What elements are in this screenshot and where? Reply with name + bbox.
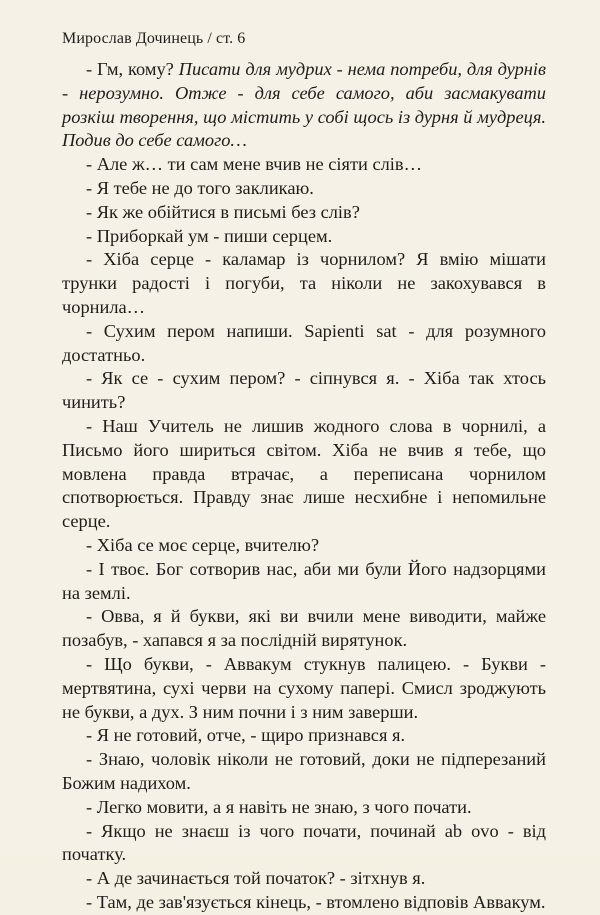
paragraph-text: - Гм, кому? [86, 59, 179, 79]
paragraph-text: - Якщо не знаєш із чого почати, починай ab ovo - від початку. [62, 820, 546, 865]
italic-text: Писати для мудрих - нема потреби, для дурнів - нерозумно. Отже - для себе самого, аби засмакувати розкіш творення, що містить у собі щось із дурня й мудреця. Подив до себе самого… [62, 59, 546, 151]
paragraph [62, 653, 546, 724]
paragraph-text: - Як же обійтися в письмі без слів? [86, 201, 360, 222]
body-text [62, 58, 546, 915]
paragraph-text: - Але ж… ти сам мене вчив не сіяти слів… [86, 154, 422, 175]
paragraph [62, 153, 546, 177]
paragraph-text: - Овва, я й букви, які ви вчили мене виводити, майже позабув, - хапався я за послідній вирятунок. [62, 606, 546, 651]
paragraph [62, 558, 546, 606]
paragraph-text: - Що букви, - Аввакум стукнув палицею. - Букви - мертвятина, сухі черви на сухому папері. Смисл зроджують не букви, а дух. З ним почни і з ним заверши. [62, 653, 546, 722]
paragraph-text: - Як се - сухим пером? - сіпнувся я. - Хіба так хтось чинить? [62, 368, 546, 413]
paragraph [62, 605, 546, 653]
paragraph [62, 225, 546, 249]
paragraph [62, 248, 546, 319]
paragraph [62, 58, 546, 153]
paragraph-text: - Там, де зав'язується кінець, - втомлено відповів Аввакум. [86, 891, 546, 912]
paragraph-text: - Хіба се моє серце, вчителю? [86, 534, 319, 555]
paragraph [62, 867, 546, 891]
paragraph [62, 201, 546, 225]
paragraph-text: - І твоє. Бог сотворив нас, аби ми були Його надзорцями на землі. [62, 558, 546, 603]
running-head: Мирослав Дочинець / ст. 6 [62, 30, 246, 47]
paragraph [62, 367, 546, 415]
paragraph [62, 796, 546, 820]
paragraph-text: - Хіба серце - каламар із чорнилом? Я вмію мішати трунки радості і погуби, та ніколи не закохувався в чорнила… [62, 249, 546, 317]
paragraph-text: - Я тебе не до того закликаю. [86, 177, 314, 198]
paragraph [62, 177, 546, 201]
paragraph-text: - Легко мовити, а я навіть не знаю, з чого почати. [86, 796, 472, 817]
paragraph [62, 415, 546, 534]
paragraph [62, 724, 546, 748]
paragraph [62, 320, 546, 368]
paragraph [62, 820, 546, 868]
paragraph-text: - А де зачинається той початок? - зітхнув я. [86, 868, 426, 889]
paragraph-text: - Приборкай ум - пиши серцем. [86, 225, 333, 246]
paragraph-text: - Знаю, чоловік ніколи не готовий, доки не підперезаний Божим надихом. [62, 749, 546, 793]
paragraph-text: - Наш Учитель не лишив жодного слова в чорнилі, а Письмо його шириться світом. Хіба не вчив я тебе, що мовлена правда втрачає, а переписана чорнилом спотворюється. Правду знає лише несхибне і непомильне серце. [62, 415, 546, 532]
paragraph [62, 534, 546, 558]
paragraph-text: - Я не готовий, отче, - щиро признався я. [86, 725, 406, 746]
paragraph-text: - Сухим пером напиши. Sapienti sat - для розумного достатньо. [62, 320, 546, 365]
paragraph [62, 891, 546, 915]
paragraph [62, 748, 546, 796]
